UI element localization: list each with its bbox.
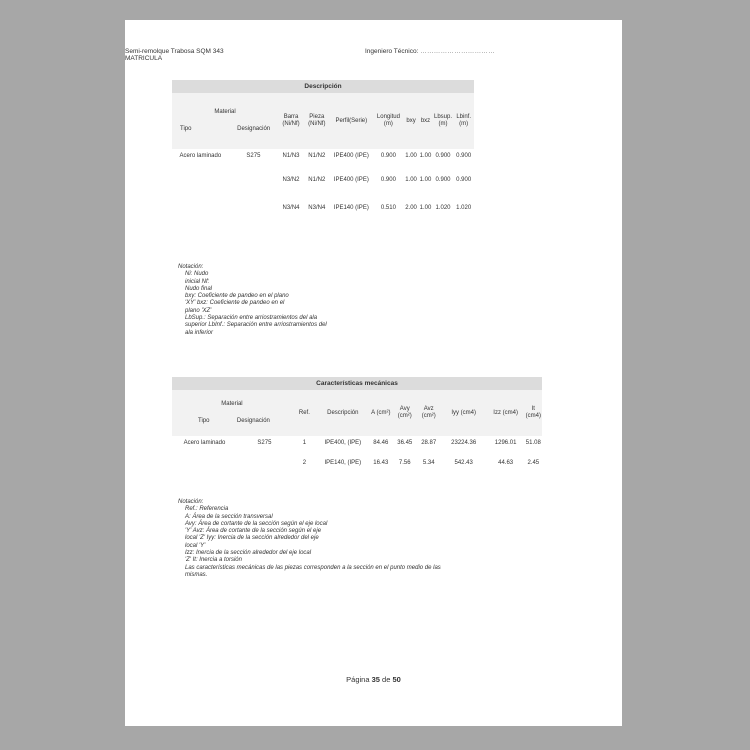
- document-page: [125, 20, 622, 726]
- bxy-cell: 2.00: [405, 205, 417, 211]
- a-header: A (cm²): [369, 390, 393, 436]
- page-of: de: [382, 675, 391, 684]
- it-cell: 51.08: [525, 440, 541, 446]
- ref-cell: 2: [302, 460, 307, 466]
- notation-line: inicial Nf:: [185, 278, 210, 285]
- notation-line: mismas.: [185, 571, 208, 578]
- notation-line: superior LbInf.: Separación entre arriostramientos del: [185, 322, 327, 329]
- description-table: [172, 80, 474, 233]
- notation-line: Ref.: Referencia: [185, 506, 229, 513]
- page-total: 50: [392, 675, 401, 684]
- lbinf-header: Lbinf. (m): [453, 93, 474, 149]
- longitud-cell: 0.900: [380, 153, 396, 159]
- lbinf-cell: 0.900: [456, 153, 472, 159]
- bxy-cell: 1.00: [405, 153, 417, 159]
- iyy-header: Iyy (cm4): [441, 390, 487, 436]
- notation-line: Izz: Inercia de la sección alrededor del eje local: [185, 550, 312, 557]
- notation-line: Las características mecánicas de las piezas corresponden a la sección en el punto medio de las: [185, 564, 441, 571]
- designacion-header: Designación: [236, 418, 270, 424]
- tipo-cell: Acero laminado: [183, 440, 226, 446]
- designacion-cell: S275: [257, 440, 272, 446]
- notation-lead: Notación:: [178, 264, 204, 270]
- perfil-header: Perfil(Serie): [330, 93, 373, 149]
- description-title: Descripción: [172, 80, 474, 93]
- header-left: [125, 48, 224, 62]
- iyy-cell: 23224.36: [451, 440, 477, 446]
- page-footer: [125, 675, 622, 684]
- mechanical-title: Características mecánicas: [172, 377, 542, 390]
- lbsup-header: Lbsup. (m): [433, 93, 454, 149]
- lbsup-cell: 1.020: [435, 205, 451, 211]
- ref-header: Ref.: [292, 390, 317, 436]
- header-right: [365, 48, 495, 55]
- lbinf-cell: 1.020: [456, 205, 472, 211]
- designacion-header: Designación: [237, 126, 271, 132]
- mechanical-table: [172, 377, 542, 488]
- a-cell: 16.43: [373, 460, 389, 466]
- longitud-cell: 0.510: [380, 205, 396, 211]
- tipo-cell: Acero laminado: [179, 153, 222, 159]
- notation-line: LbSup.: Separación entre arriostramientos del ala: [185, 315, 318, 322]
- notation-line: local 'Y': [185, 542, 206, 549]
- bxz-cell: 1.00: [419, 177, 432, 183]
- longitud-header: Longitud (m): [373, 93, 404, 149]
- longitud-cell: 0.900: [380, 177, 396, 183]
- descripcion-header: Descripción: [317, 390, 369, 436]
- iyy-cell: 542.43: [454, 460, 473, 466]
- notation-line: A: Área de la sección transversal: [185, 513, 273, 520]
- notation-line: local 'Z' Iyy: Inercia de la sección alrededor del eje: [185, 535, 319, 542]
- header-engineer-label: Ingeniero Técnico:: [365, 48, 419, 55]
- pieza-header: Pieza (Ni/Nf): [304, 93, 330, 149]
- notation-block-2: [178, 499, 518, 579]
- bxy-header: bxy: [404, 93, 418, 149]
- notation-line: Avy: Área de cortante de la sección según el eje local: [185, 520, 328, 527]
- notation-block-1: [178, 264, 378, 337]
- descripcion-cell: IPE400, (IPE): [324, 440, 362, 446]
- notation-line: 'XY' bxz: Coeficiente de pandeo en el: [185, 300, 285, 307]
- header-engineer-dots: ……………………………: [420, 48, 495, 55]
- table-row: [172, 436, 542, 460]
- bxz-cell: 1.00: [419, 205, 432, 211]
- notation-line: bxy: Coeficiente de pandeo en el plano: [185, 293, 289, 300]
- izz-cell: 1296.01: [494, 440, 517, 446]
- pieza-cell: N1/N2: [308, 177, 326, 183]
- barra-cell: N3/N2: [282, 177, 300, 183]
- page-label: Página: [346, 675, 370, 684]
- avz-cell: 28.87: [421, 440, 437, 446]
- notation-line: Nudo final: [185, 285, 213, 292]
- pieza-cell: N1/N2: [308, 153, 326, 159]
- barra-cell: N3/N4: [282, 205, 300, 211]
- it-header: It (cm4): [525, 390, 542, 436]
- barra-header: Barra (Ni/Nf): [278, 93, 304, 149]
- notation-lead: Notación:: [178, 499, 204, 505]
- perfil-cell: IPE400 (IPE): [333, 153, 369, 159]
- header-matricula: MATRICULA: [125, 55, 163, 62]
- izz-cell: 44.63: [498, 460, 514, 466]
- bxy-cell: 1.00: [405, 177, 417, 183]
- bxz-header: bxz: [418, 93, 432, 149]
- notation-line: Ni: Nudo: [185, 271, 209, 278]
- material-header: Material: [214, 109, 236, 115]
- notation-line: ala inferior: [185, 329, 214, 336]
- avz-header: Avz (cm²): [417, 390, 441, 436]
- table-row: [172, 149, 474, 177]
- barra-cell: N1/N3: [282, 153, 300, 159]
- lbinf-cell: 0.900: [456, 177, 472, 183]
- notation-line: 'Z' It: Inercia a torsión: [185, 557, 242, 564]
- descripcion-cell: IPE140, (IPE): [324, 460, 362, 466]
- avy-header: Avy (cm²): [393, 390, 417, 436]
- perfil-cell: IPE400 (IPE): [333, 177, 369, 183]
- lbsup-cell: 0.900: [435, 153, 451, 159]
- izz-header: Izz (cm4): [487, 390, 525, 436]
- material-header: Material: [221, 401, 243, 407]
- avz-cell: 5.34: [422, 460, 435, 466]
- perfil-cell: IPE140 (IPE): [333, 205, 369, 211]
- lbsup-cell: 0.900: [435, 177, 451, 183]
- page-current: 35: [371, 675, 380, 684]
- notation-line: plano 'XZ': [185, 307, 212, 314]
- designacion-cell: S275: [246, 153, 261, 159]
- it-cell: 2.45: [527, 460, 540, 466]
- ref-cell: 1: [302, 440, 307, 446]
- header-vehicle: Semi-remolque Trabosa SQM 343: [125, 48, 224, 55]
- tipo-header: Tipo: [198, 418, 210, 424]
- avy-cell: 36.45: [397, 440, 413, 446]
- bxz-cell: 1.00: [419, 153, 432, 159]
- a-cell: 84.46: [373, 440, 389, 446]
- notation-line: 'Y' Avz: Área de cortante de la sección según el eje: [185, 528, 322, 535]
- tipo-header: Tipo: [180, 126, 192, 132]
- pieza-cell: N3/N4: [308, 205, 326, 211]
- avy-cell: 7.56: [398, 460, 411, 466]
